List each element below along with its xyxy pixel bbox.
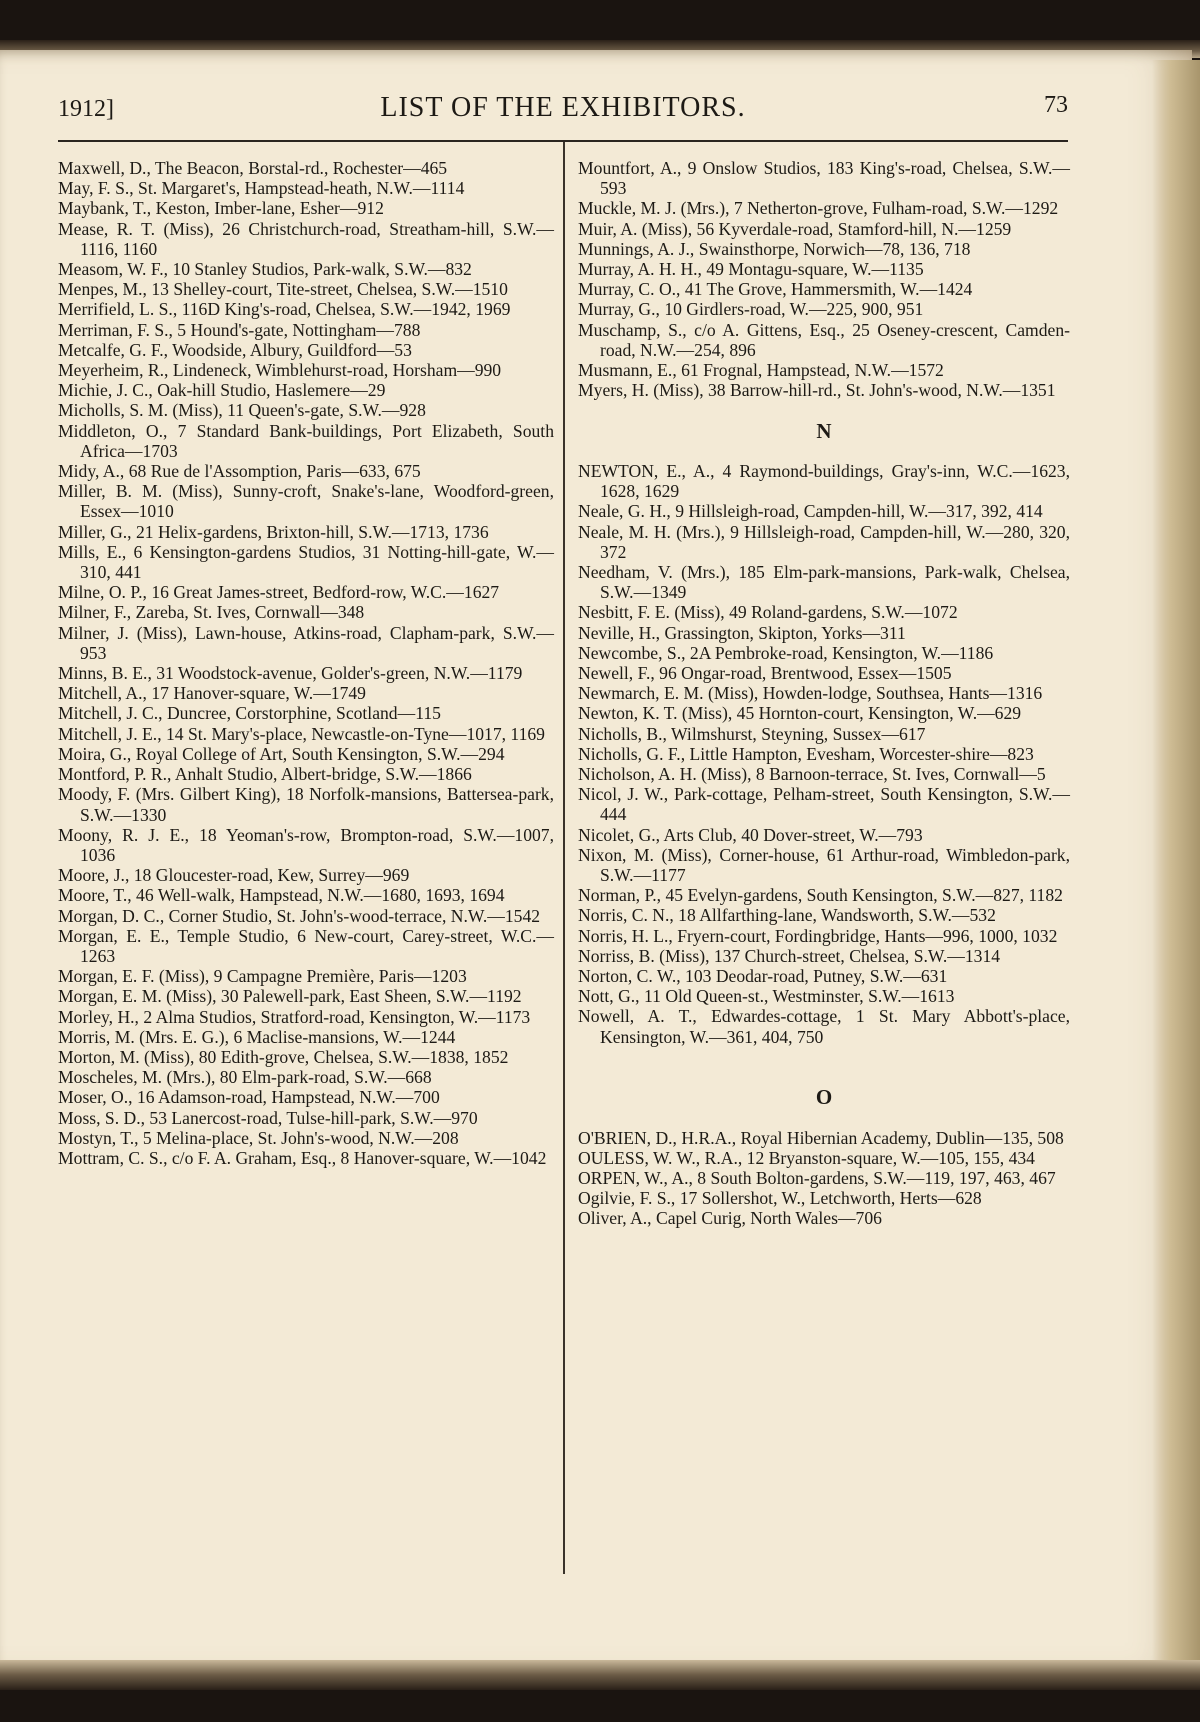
exhibitor-entry: Nicholson, A. H. (Miss), 8 Barnoon-terrace, St. Ives, Cornwall—5 xyxy=(578,764,1046,785)
running-header xyxy=(58,92,1068,128)
exhibitor-entry: Mitchell, A., 17 Hanover-square, W.—1749 xyxy=(58,683,366,704)
section-gap xyxy=(578,1047,1070,1067)
exhibitor-entry: Metcalfe, G. F., Woodside, Albury, Guildford—53 xyxy=(58,339,412,360)
exhibitor-entry: Munnings, A. J., Swainsthorpe, Norwich—78, 136, 718 xyxy=(578,238,971,259)
exhibitor-entry: Newell, F., 96 Ongar-road, Brentwood, Essex—1505 xyxy=(578,663,952,684)
column-divider xyxy=(563,142,565,1574)
exhibitor-entry: ORPEN, W., A., 8 South Bolton-gardens, S.W.—119, 197, 463, 467 xyxy=(578,1168,1056,1189)
exhibitor-entry: Mitchell, J. E., 14 St. Mary's-place, Newcastle-on-Tyne—1017, 1169 xyxy=(58,723,545,744)
exhibitor-entry: Moore, J., 18 Gloucester-road, Kew, Surrey—969 xyxy=(58,865,410,886)
exhibitor-entry: Morgan, E. M. (Miss), 30 Palewell-park, East Sheen, S.W.—1192 xyxy=(58,986,522,1007)
exhibitor-entry: Neale, M. H. (Mrs.), 9 Hillsleigh-road, Campden-hill, W.—280, 320, 372 xyxy=(578,521,1070,562)
exhibitor-entry: Newton, K. T. (Miss), 45 Hornton-court, Kensington, W.—629 xyxy=(578,703,1022,724)
exhibitor-entry: Neale, G. H., 9 Hillsleigh-road, Campden-hill, W.—317, 392, 414 xyxy=(578,501,1043,522)
exhibitor-entry: Nicholls, G. F., Little Hampton, Evesham, Worcester-shire—823 xyxy=(578,743,1034,764)
exhibitor-entry: Measom, W. F., 10 Stanley Studios, Park-walk, S.W.—832 xyxy=(58,259,472,280)
exhibitor-entry: Mottram, C. S., c/o F. A. Graham, Esq., 8 Hanover-square, W.—1042 xyxy=(58,1147,547,1168)
exhibitor-entry: Muschamp, S., c/o A. Gittens, Esq., 25 Oseney-crescent, Camden-road, N.W.—254, 896 xyxy=(578,319,1070,360)
exhibitor-entry: Miller, B. M. (Miss), Sunny-croft, Snake's-lane, Woodford-green, Essex—1010 xyxy=(58,481,554,522)
exhibitor-entry: Moira, G., Royal College of Art, South Kensington, S.W.—294 xyxy=(58,743,505,764)
exhibitor-entry: O'BRIEN, D., H.R.A., Royal Hibernian Academy, Dublin—135, 508 xyxy=(578,1127,1064,1148)
section-gap xyxy=(578,1107,1070,1127)
exhibitor-entry: Mostyn, T., 5 Melina-place, St. John's-wood, N.W.—208 xyxy=(58,1127,459,1148)
exhibitor-entry: Newmarch, E. M. (Miss), Howden-lodge, Southsea, Hants—1316 xyxy=(578,683,1043,704)
exhibitor-entry: OULESS, W. W., R.A., 12 Bryanston-square, W.—105, 155, 434 xyxy=(578,1147,1035,1168)
exhibitor-entry: Nowell, A. T., Edwardes-cottage, 1 St. Mary Abbott's-place, Kensington, W.—361, 404, 750 xyxy=(578,1006,1070,1047)
page-number: 73 xyxy=(1044,92,1068,118)
exhibitor-entry: Mease, R. T. (Miss), 26 Christchurch-road, Streatham-hill, S.W.—1116, 1160 xyxy=(58,218,554,259)
exhibitor-entry: Maxwell, D., The Beacon, Borstal-rd., Rochester—465 xyxy=(58,158,448,178)
section-gap xyxy=(578,1067,1070,1087)
exhibitor-entry: Morris, M. (Mrs. E. G.), 6 Maclise-mansions, W.—1244 xyxy=(58,1026,456,1047)
exhibitor-entry: Oliver, A., Capel Curig, North Wales—706 xyxy=(578,1208,882,1229)
section-letter-o: O xyxy=(815,1085,833,1110)
exhibitor-entry: Michie, J. C., Oak-hill Studio, Haslemere—29 xyxy=(58,380,386,401)
exhibitor-entry: Minns, B. E., 31 Woodstock-avenue, Golder's-green, N.W.—1179 xyxy=(58,663,523,684)
exhibitor-entry: Milner, J. (Miss), Lawn-house, Atkins-road, Clapham-park, S.W.—953 xyxy=(58,622,554,663)
exhibitor-entry: Montford, P. R., Anhalt Studio, Albert-bridge, S.W.—1866 xyxy=(58,764,472,785)
exhibitor-entry: Merrifield, L. S., 116D King's-road, Chelsea, S.W.—1942, 1969 xyxy=(58,299,511,320)
page-bottom-edge xyxy=(0,1660,1200,1690)
exhibitor-entry: Moody, F. (Mrs. Gilbert King), 18 Norfolk-mansions, Battersea-park, S.W.—1330 xyxy=(58,784,554,825)
exhibitor-entry: Murray, A. H. H., 49 Montagu-square, W.—1135 xyxy=(578,259,924,280)
exhibitor-entry: Norman, P., 45 Evelyn-gardens, South Kensington, S.W.—827, 1182 xyxy=(578,885,1063,906)
exhibitor-entry: Muckle, M. J. (Mrs.), 7 Netherton-grove, Fulham-road, S.W.—1292 xyxy=(578,198,1059,219)
exhibitor-entry: Mills, E., 6 Kensington-gardens Studios, 31 Notting-hill-gate, W.—310, 441 xyxy=(58,541,554,583)
exhibitor-entry: Nott, G., 11 Old Queen-st., Westminster, S.W.—1613 xyxy=(578,986,955,1007)
exhibitor-entry: Mitchell, J. C., Duncree, Corstorphine, Scotland—115 xyxy=(58,703,441,724)
section-gap xyxy=(578,441,1070,461)
exhibitor-entry: Morgan, E. E., Temple Studio, 6 New-court, Carey-street, W.C.—1263 xyxy=(58,925,554,966)
exhibitor-entry: Norris, H. L., Fryern-court, Fordingbridge, Hants—996, 1000, 1032 xyxy=(578,925,1058,946)
exhibitor-entry: Maybank, T., Keston, Imber-lane, Esher—912 xyxy=(58,198,384,219)
section-gap xyxy=(578,400,1070,420)
exhibitor-entry: Murray, G., 10 Girdlers-road, W.—225, 900, 951 xyxy=(578,299,924,320)
m-entries xyxy=(578,158,1070,400)
exhibitor-entry: Moony, R. J. E., 18 Yeoman's-row, Brompton-road, S.W.—1007, 1036 xyxy=(58,824,554,865)
exhibitor-entry: Menpes, M., 13 Shelley-court, Tite-street, Chelsea, S.W.—1510 xyxy=(58,279,508,300)
o-entries xyxy=(578,1128,1070,1229)
exhibitor-entry: Norriss, B. (Miss), 137 Church-street, Chelsea, S.W.—1314 xyxy=(578,945,1001,966)
exhibitor-entry: NEWTON, E., A., 4 Raymond-buildings, Gray's-inn, W.C.—1623, 1628, 1629 xyxy=(578,461,1070,502)
exhibitor-entry: Newcombe, S., 2A Pembroke-road, Kensington, W.—1186 xyxy=(578,642,994,663)
exhibitor-entry: Mountfort, A., 9 Onslow Studios, 183 King's-road, Chelsea, S.W.—593 xyxy=(578,158,1070,199)
exhibitor-entry: Myers, H. (Miss), 38 Barrow-hill-rd., St. John's-wood, N.W.—1351 xyxy=(578,380,1056,401)
exhibitor-entry: Micholls, S. M. (Miss), 11 Queen's-gate, S.W.—928 xyxy=(58,400,426,421)
exhibitor-entry: Ogilvie, F. S., 17 Sollershot, W., Letchworth, Herts—628 xyxy=(578,1188,982,1209)
exhibitor-entry: Nixon, M. (Miss), Corner-house, 61 Arthur-road, Wimbledon-park, S.W.—1177 xyxy=(578,844,1070,886)
right-column xyxy=(578,158,1070,1229)
exhibitor-entry: Nicolet, G., Arts Club, 40 Dover-street, W.—793 xyxy=(578,824,923,845)
n-entries xyxy=(578,461,1070,1047)
exhibitor-entry: Norris, C. N., 18 Allfarthing-lane, Wandsworth, S.W.—532 xyxy=(578,905,996,926)
exhibitor-entry: Moscheles, M. (Mrs.), 80 Elm-park-road, S.W.—668 xyxy=(58,1067,432,1088)
exhibitor-entry: Nicol, J. W., Park-cottage, Pelham-street, South Kensington, S.W.—444 xyxy=(578,784,1070,825)
section-letter-n: N xyxy=(816,418,832,443)
exhibitor-entry: Moss, S. D., 53 Lanercost-road, Tulse-hill-park, S.W.—970 xyxy=(58,1107,478,1128)
exhibitor-entry: Morgan, E. F. (Miss), 9 Campagne Première, Paris—1203 xyxy=(58,966,467,987)
header-year: 1912] xyxy=(58,96,114,122)
exhibitor-entry: Morley, H., 2 Alma Studios, Stratford-road, Kensington, W.—1173 xyxy=(58,1006,531,1027)
exhibitor-entry: Nesbitt, F. E. (Miss), 49 Roland-gardens, S.W.—1072 xyxy=(578,602,958,623)
exhibitor-entry: Milne, O. P., 16 Great James-street, Bedford-row, W.C.—1627 xyxy=(58,582,500,603)
exhibitor-entry: Merriman, F. S., 5 Hound's-gate, Nottingham—788 xyxy=(58,319,421,340)
exhibitor-entry: Neville, H., Grassington, Skipton, Yorks—311 xyxy=(578,622,906,643)
exhibitor-entry: Muir, A. (Miss), 56 Kyverdale-road, Stamford-hill, N.—1259 xyxy=(578,218,1012,239)
book-spine-shadow xyxy=(1152,60,1200,1670)
exhibitor-entry: Musmann, E., 61 Frognal, Hampstead, N.W.—1572 xyxy=(578,360,944,381)
exhibitor-entry: Moore, T., 46 Well-walk, Hampstead, N.W.—1680, 1693, 1694 xyxy=(58,885,505,906)
exhibitor-entry: Nicholls, B., Wilmshurst, Steyning, Sussex—617 xyxy=(578,723,926,744)
exhibitor-entry: May, F. S., St. Margaret's, Hampstead-heath, N.W.—1114 xyxy=(58,178,465,199)
page-title: LIST OF THE EXHIBITORS. xyxy=(380,92,746,123)
exhibitor-entry: Moser, O., 16 Adamson-road, Hampstead, N.W.—700 xyxy=(58,1087,440,1108)
exhibitor-entry: Midy, A., 68 Rue de l'Assomption, Paris—633, 675 xyxy=(58,461,421,482)
exhibitor-entry: Norton, C. W., 103 Deodar-road, Putney, S.W.—631 xyxy=(578,966,948,987)
exhibitor-entry: Meyerheim, R., Lindeneck, Wimblehurst-road, Horsham—990 xyxy=(58,360,502,381)
exhibitor-entry: Miller, G., 21 Helix-gardens, Brixton-hill, S.W.—1713, 1736 xyxy=(58,521,489,542)
exhibitor-entry: Middleton, O., 7 Standard Bank-buildings, Port Elizabeth, South Africa—1703 xyxy=(58,420,554,461)
left-column xyxy=(58,158,554,1168)
exhibitor-entry: Morgan, D. C., Corner Studio, St. John's-wood-terrace, N.W.—1542 xyxy=(58,905,541,926)
exhibitor-entry: Morton, M. (Miss), 80 Edith-grove, Chelsea, S.W.—1838, 1852 xyxy=(58,1046,509,1067)
exhibitor-entry: Milner, F., Zareba, St. Ives, Cornwall—348 xyxy=(58,602,365,623)
exhibitor-entry: Murray, C. O., 41 The Grove, Hammersmith, W.—1424 xyxy=(578,279,973,300)
exhibitor-entry: Needham, V. (Mrs.), 185 Elm-park-mansions, Park-walk, Chelsea, S.W.—1349 xyxy=(578,562,1070,603)
